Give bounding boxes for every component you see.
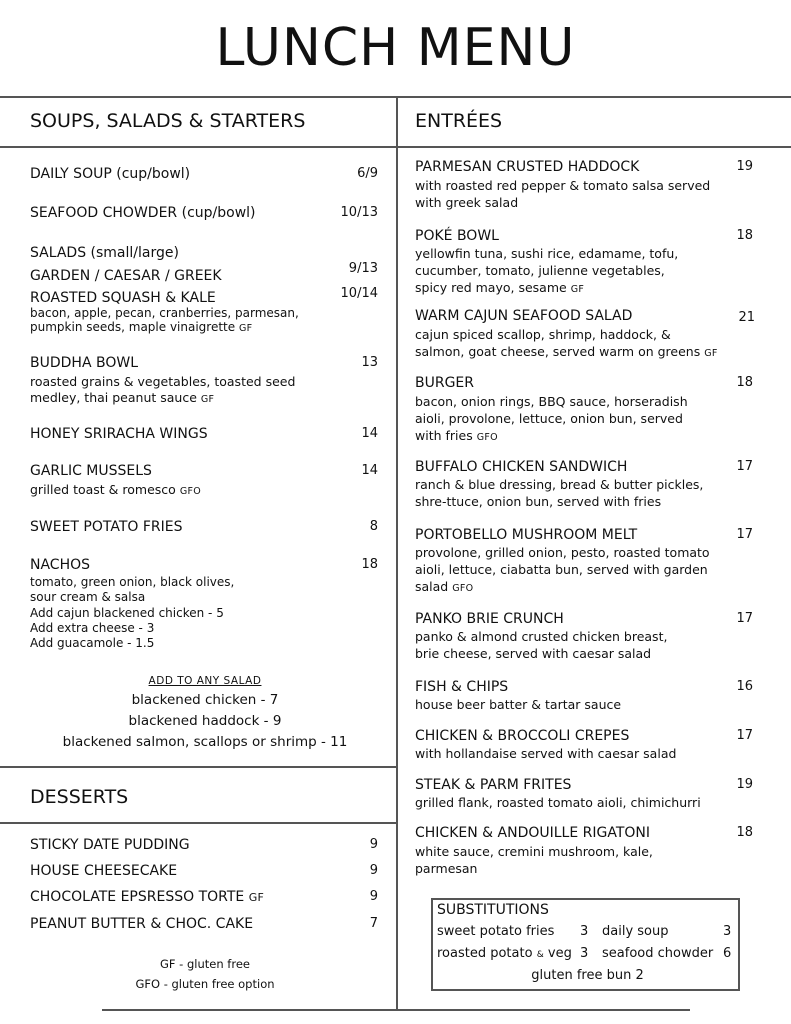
entree-name-burger: BURGER bbox=[415, 375, 475, 391]
entree-desc-haddock-1: with roasted red pepper & tomato salsa served bbox=[415, 178, 711, 193]
legend-gf: GF - gluten free bbox=[160, 957, 250, 971]
entree-desc-cajun-2 bbox=[415, 343, 718, 362]
sub-price-daily-soup: 3 bbox=[723, 924, 732, 939]
entree-desc-poke-text: spicy red mayo, sesame bbox=[415, 280, 567, 295]
entree-name-rigatoni: CHICKEN & ANDOUILLE RIGATONI bbox=[415, 825, 651, 841]
entree-desc-poke-2: cucumber, tomato, julienne vegetables, bbox=[415, 263, 665, 278]
entree-price-haddock: 19 bbox=[736, 159, 753, 174]
add-to-salad-line: blackened haddock - 9 bbox=[128, 713, 282, 729]
item-price-garden: 9/13 bbox=[348, 261, 378, 276]
substitutions-heading: SUBSTITUTIONS bbox=[437, 902, 549, 918]
entree-desc-burger-text: with fries bbox=[415, 428, 473, 443]
legend-gfo: GFO - gluten free option bbox=[135, 977, 275, 991]
entree-desc-burger-2: aioli, provolone, lettuce, onion bun, served bbox=[415, 411, 683, 426]
item-desc-nachos-2: sour cream & salsa bbox=[30, 590, 146, 604]
gf-tag: GF bbox=[238, 323, 253, 334]
entree-desc-poke-1: yellowfin tuna, sushi rice, edamame, tofu, bbox=[415, 246, 679, 261]
dessert-name: STICKY DATE PUDDING bbox=[30, 837, 190, 853]
dessert-name: HOUSE CHEESECAKE bbox=[30, 863, 178, 879]
entree-name-cajun: WARM CAJUN SEAFOOD SALAD bbox=[415, 308, 633, 324]
item-price-fries: 8 bbox=[369, 519, 378, 534]
gfo-tag: GFO bbox=[476, 432, 498, 443]
entree-desc-buffalo-2: shre-ttuce, onion bun, served with fries bbox=[415, 494, 662, 509]
entree-name-haddock: PARMESAN CRUSTED HADDOCK bbox=[415, 159, 640, 175]
entree-name-buffalo: BUFFALO CHICKEN SANDWICH bbox=[415, 459, 628, 475]
entree-price-poke: 18 bbox=[736, 228, 753, 243]
entree-desc-cajun-text: salmon, goat cheese, served warm on greens bbox=[415, 344, 701, 359]
add-to-salad-heading: ADD TO ANY SALAD bbox=[148, 675, 262, 687]
section-title-desserts: DESSERTS bbox=[30, 786, 129, 808]
item-desc-nachos-5: Add guacamole - 1.5 bbox=[30, 636, 155, 650]
entree-desc-portobello-2: aioli, lettuce, ciabatta bun, served with garden bbox=[415, 562, 708, 577]
sub-label-daily-soup: daily soup bbox=[602, 924, 669, 939]
entree-desc-fish-1: house beer batter & tartar sauce bbox=[415, 697, 622, 712]
entree-desc-rigatoni-2: parmesan bbox=[415, 861, 478, 876]
divider-bottom bbox=[102, 1009, 690, 1011]
entree-desc-rigatoni-1: white sauce, cremini mushroom, kale, bbox=[415, 844, 653, 859]
dessert-name-row bbox=[30, 889, 264, 905]
item-name-wings: HONEY SRIRACHA WINGS bbox=[30, 426, 208, 442]
entree-desc-portobello-3 bbox=[415, 578, 473, 597]
entree-price-rigatoni: 18 bbox=[736, 825, 753, 840]
sub-label-sweet-potato: sweet potato fries bbox=[437, 924, 555, 939]
entree-name-portobello: PORTOBELLO MUSHROOM MELT bbox=[415, 527, 638, 543]
entree-name-poke: POKÉ BOWL bbox=[415, 228, 499, 244]
sub-price-roasted-potato: 3 bbox=[580, 946, 589, 961]
entree-desc-burger-1: bacon, onion rings, BBQ sauce, horseradish bbox=[415, 394, 688, 409]
item-name-fries: SWEET POTATO FRIES bbox=[30, 519, 183, 535]
entree-name-panko: PANKO BRIE CRUNCH bbox=[415, 611, 564, 627]
item-name-mussels: GARLIC MUSSELS bbox=[30, 463, 152, 479]
item-name-garden: GARDEN / CAESAR / GREEK bbox=[30, 268, 222, 284]
entree-price-crepes: 17 bbox=[736, 728, 753, 743]
dessert-name: CHOCOLATE EPSRESSO TORTE bbox=[30, 889, 245, 905]
sub-label-roasted-potato-b: veg bbox=[547, 946, 572, 961]
item-desc-buddha-text: medley, thai peanut sauce bbox=[30, 390, 197, 405]
gf-tag: GF bbox=[248, 891, 265, 904]
item-price-buddha: 13 bbox=[361, 355, 378, 370]
item-name-buddha: BUDDHA BOWL bbox=[30, 355, 138, 371]
divider-desserts-header bbox=[0, 822, 396, 824]
item-price-chowder: 10/13 bbox=[340, 205, 378, 220]
entree-price-fish: 16 bbox=[736, 679, 753, 694]
item-desc-buddha-2 bbox=[30, 389, 214, 408]
gf-tag: GF bbox=[570, 284, 585, 295]
item-desc-buddha-1: roasted grains & vegetables, toasted seed bbox=[30, 374, 296, 389]
divider-desserts-top bbox=[0, 766, 396, 768]
item-price-nachos: 18 bbox=[361, 557, 378, 572]
divider-left-header bbox=[0, 146, 396, 148]
entree-desc-haddock-2: with greek salad bbox=[415, 195, 519, 210]
entree-price-steak: 19 bbox=[736, 777, 753, 792]
sub-label-seafood-chowder: seafood chowder bbox=[602, 946, 714, 961]
entree-name-fish: FISH & CHIPS bbox=[415, 679, 509, 695]
entree-desc-burger-3 bbox=[415, 427, 498, 446]
item-desc-squash-text: pumpkin seeds, maple vinaigrette bbox=[30, 320, 236, 334]
item-desc-mussels-text: grilled toast & romesco bbox=[30, 482, 176, 497]
item-desc-squash-2 bbox=[30, 320, 252, 336]
entree-desc-steak-1: grilled flank, roasted tomato aioli, chimichurri bbox=[415, 795, 701, 810]
entree-desc-panko-1: panko & almond crusted chicken breast, bbox=[415, 629, 668, 644]
dessert-price: 9 bbox=[369, 889, 378, 904]
entree-price-portobello: 17 bbox=[736, 527, 753, 542]
gfo-tag: GFO bbox=[452, 583, 474, 594]
add-to-salad-line: blackened salmon, scallops or shrimp - 11 bbox=[62, 734, 348, 750]
entree-desc-portobello-text: salad bbox=[415, 579, 449, 594]
sub-label-roasted-potato-a: roasted potato bbox=[437, 946, 533, 961]
entree-desc-crepes-1: with hollandaise served with caesar salad bbox=[415, 746, 677, 761]
item-name-chowder: SEAFOOD CHOWDER (cup/bowl) bbox=[30, 205, 256, 221]
sub-label-roasted-potato-amp: & bbox=[536, 950, 544, 960]
sub-price-seafood-chowder: 6 bbox=[723, 946, 732, 961]
entree-name-steak: STEAK & PARM FRITES bbox=[415, 777, 572, 793]
add-to-salad-line: blackened chicken - 7 bbox=[131, 692, 279, 708]
section-title-entrees: ENTRÉES bbox=[415, 110, 503, 132]
dessert-price: 9 bbox=[369, 837, 378, 852]
item-price-squash: 10/14 bbox=[340, 286, 378, 301]
entree-desc-poke-3 bbox=[415, 279, 584, 298]
divider-column bbox=[396, 96, 398, 1011]
entree-desc-panko-2: brie cheese, served with caesar salad bbox=[415, 646, 652, 661]
sub-gluten-free-bun: gluten free bun 2 bbox=[531, 968, 644, 983]
section-title-starters: SOUPS, SALADS & STARTERS bbox=[30, 110, 306, 132]
sub-price-sweet-potato: 3 bbox=[580, 924, 589, 939]
entree-desc-buffalo-1: ranch & blue dressing, bread & butter pickles, bbox=[415, 477, 704, 492]
item-name-squash: ROASTED SQUASH & KALE bbox=[30, 290, 216, 306]
item-price-daily-soup: 6/9 bbox=[357, 166, 378, 181]
dessert-price: 9 bbox=[369, 863, 378, 878]
entree-price-cajun: 21 bbox=[738, 310, 755, 325]
page-title: LUNCH MENU bbox=[215, 18, 576, 78]
divider-right-header bbox=[398, 146, 791, 148]
entree-name-crepes: CHICKEN & BROCCOLI CREPES bbox=[415, 728, 630, 744]
entree-desc-portobello-1: provolone, grilled onion, pesto, roasted tomato bbox=[415, 545, 710, 560]
sub-label-roasted-potato bbox=[437, 946, 572, 961]
item-desc-squash-1: bacon, apple, pecan, cranberries, parmesan, bbox=[30, 306, 299, 320]
item-desc-mussels bbox=[30, 481, 201, 500]
entree-price-panko: 17 bbox=[736, 611, 753, 626]
entree-desc-cajun-1: cajun spiced scallop, shrimp, haddock, & bbox=[415, 327, 671, 342]
gfo-tag: GFO bbox=[179, 486, 202, 497]
dessert-name: PEANUT BUTTER & CHOC. CAKE bbox=[30, 916, 254, 932]
entree-price-burger: 18 bbox=[736, 375, 753, 390]
item-name-nachos: NACHOS bbox=[30, 557, 91, 573]
item-name-daily-soup: DAILY SOUP (cup/bowl) bbox=[30, 166, 191, 182]
item-desc-nachos-1: tomato, green onion, black olives, bbox=[30, 575, 235, 589]
item-desc-nachos-3: Add cajun blackened chicken - 5 bbox=[30, 606, 224, 620]
item-price-wings: 14 bbox=[361, 426, 378, 441]
gf-tag: GF bbox=[704, 348, 718, 359]
item-price-mussels: 14 bbox=[361, 463, 378, 478]
item-name-salads: SALADS (small/large) bbox=[30, 245, 179, 261]
gf-tag: GF bbox=[200, 394, 215, 405]
item-desc-nachos-4: Add extra cheese - 3 bbox=[30, 621, 155, 635]
entree-price-buffalo: 17 bbox=[736, 459, 753, 474]
dessert-price: 7 bbox=[369, 916, 378, 931]
